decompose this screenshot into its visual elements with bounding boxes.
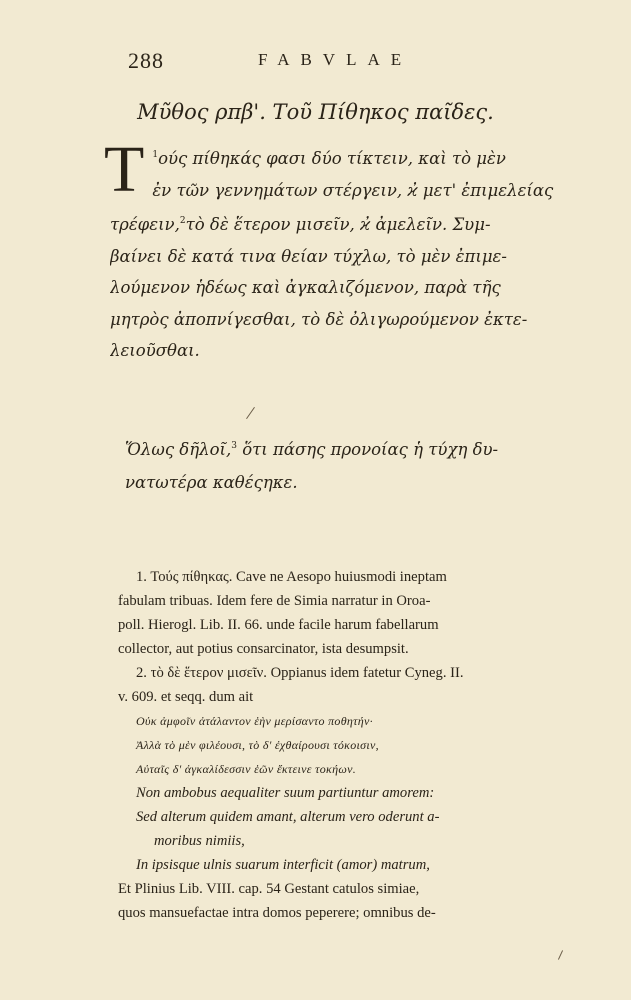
fable-line: λούμενον ἡδέως καὶ ἀγκαλιζόμενον, παρὰ τῆς [110, 278, 501, 297]
note-line: Et Plinius Lib. VIII. cap. 54 Gestant catulos simiae, [118, 881, 420, 897]
footnotes [118, 565, 596, 925]
fable-body [104, 133, 600, 367]
fable-title: Μῦθος ρπβ'. Τοῦ Πίθηκος παῖδες. [137, 100, 494, 124]
note-line: quos mansuefactae intra domos peperere; omnibus de- [118, 905, 436, 921]
latin-verse: Non ambobus aequaliter suum partiuntur amorem: [136, 785, 435, 801]
greek-verse: Αὐταῖς δ' ἀγκαλίδεσσιν ἑῶν ἔκτεινε τοκήων. [136, 762, 357, 776]
fable-line: λειοῦσθαι. [110, 341, 200, 360]
drop-cap: Τ [104, 133, 145, 206]
note-line: 1. Τούς πίθηκας. Cave ne Aesopo huiusmodi ineptam [136, 569, 447, 585]
note-ref: 1 [152, 150, 159, 160]
note-ref: 3 [231, 441, 237, 451]
fable-line: ἐν τῶν γεννημάτων στέργειν, ϰ̓ μετ' ἐπιμελείας [152, 180, 554, 200]
running-head [128, 48, 571, 76]
running-title: FABVLAE [258, 50, 413, 69]
note-line: 2. τὸ δὲ ἕτερον μισεῖν. Oppianus idem fatetur Cyneg. II. [136, 665, 464, 681]
fable-line: τρέφειν,$^2$τὸ δὲ ἕτερον μισεῖν, ϰ̓ ἀμελεῖν. Συμ- [110, 215, 491, 234]
greek-verse: Ἀλλὰ τὸ μὲν φιλέουσι, τὸ δ' ἐχθαίρουσι τόκοισιν, [136, 738, 379, 752]
note-line: collector, aut potius consarcinator, ista desumpsit. [118, 641, 409, 657]
printer-mark [558, 950, 563, 959]
latin-verse: Sed alterum quidem amant, alterum vero oderunt a- [136, 809, 440, 825]
fable-line: βαίνει δὲ κατά τινα θείαν τύχλω, τὸ μὲν ἐπιμε- [110, 246, 507, 266]
fable-moral [125, 430, 600, 499]
latin-verse: moribus nimiis, [154, 833, 245, 849]
note-line: v. 609. et seqq. dum ait [118, 689, 254, 705]
note-ref: 2 [179, 216, 186, 226]
latin-verse: In ipsisque ulnis suarum interficit (amor) matrum, [136, 857, 430, 873]
moral-line: Ὅλως δῆλοῖ,$^3$ ὅτι πάσης προνοίας ἡ τύχη δυ- [125, 440, 499, 459]
fable-line: $^1$ούς πίθηκάς φασι δύο τίκτειν, καὶ τὸ μὲν [152, 149, 506, 168]
page-number: 288 [128, 48, 164, 73]
moral-line: νατωτέρα καθέςηκε. [125, 473, 298, 492]
note-line: fabulam tribuas. Idem fere de Simia narratur in Oroa- [118, 593, 431, 609]
note-line: poll. Hierogl. Lib. II. 66. unde facile harum fabellarum [118, 617, 439, 633]
section-divider [246, 407, 255, 419]
greek-verse: Οὐκ ἀμφοῖν ἀτάλαντον ἑὴν μερίσαντο ποθητήν· [136, 714, 373, 728]
fable-line: μητρὸς ἀποπνίγεσθαι, τὸ δὲ ὀλιγωρούμενον ἐκτε- [110, 309, 528, 329]
